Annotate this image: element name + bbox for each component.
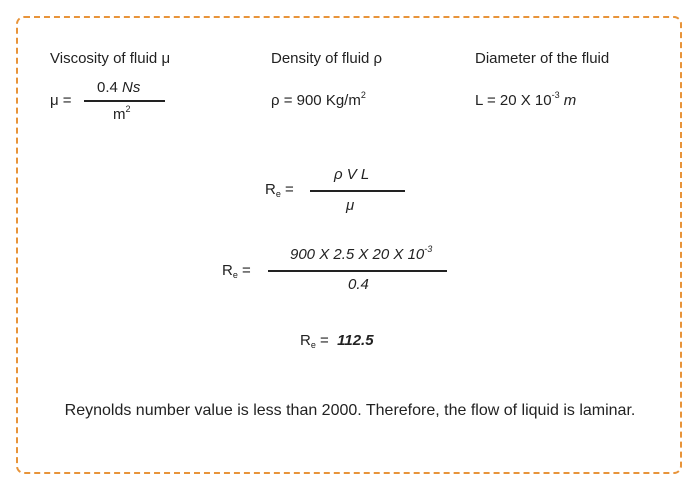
formula-denominator: μ (346, 197, 355, 214)
diameter-heading: Diameter of the fluid (475, 50, 610, 67)
viscosity-denominator: $m^2$ (113, 104, 131, 123)
diameter-value: L = 20 X $10^{-3}$ m (475, 90, 577, 109)
density-heading: Density of fluid ρ (271, 50, 383, 67)
substitution-denominator: 0.4 (348, 276, 369, 293)
viscosity-lhs: μ = (50, 92, 72, 109)
fraction-line (268, 270, 447, 272)
substitution-numerator: 900 X 2.5 X 20 X $10^{-3}$ (290, 244, 433, 263)
result: $R_e = 112.5$ (300, 332, 374, 350)
viscosity-heading: Viscosity of fluid μ (50, 50, 171, 67)
re-formula-lhs: $R_e$ = (265, 181, 294, 199)
conclusion-text: Reynolds number value is less than 2000. Therefore, the flow of liquid is laminar. (64, 402, 636, 419)
re-substitution-lhs: $R_e$ = (222, 262, 251, 280)
formula-numerator: ρ V L (334, 166, 370, 183)
fraction-line (84, 100, 165, 102)
fraction-line (310, 190, 405, 192)
viscosity-numerator: 0.4 Ns (97, 79, 141, 96)
density-value: ρ = 900 $Kg/m^2$ (271, 90, 366, 109)
